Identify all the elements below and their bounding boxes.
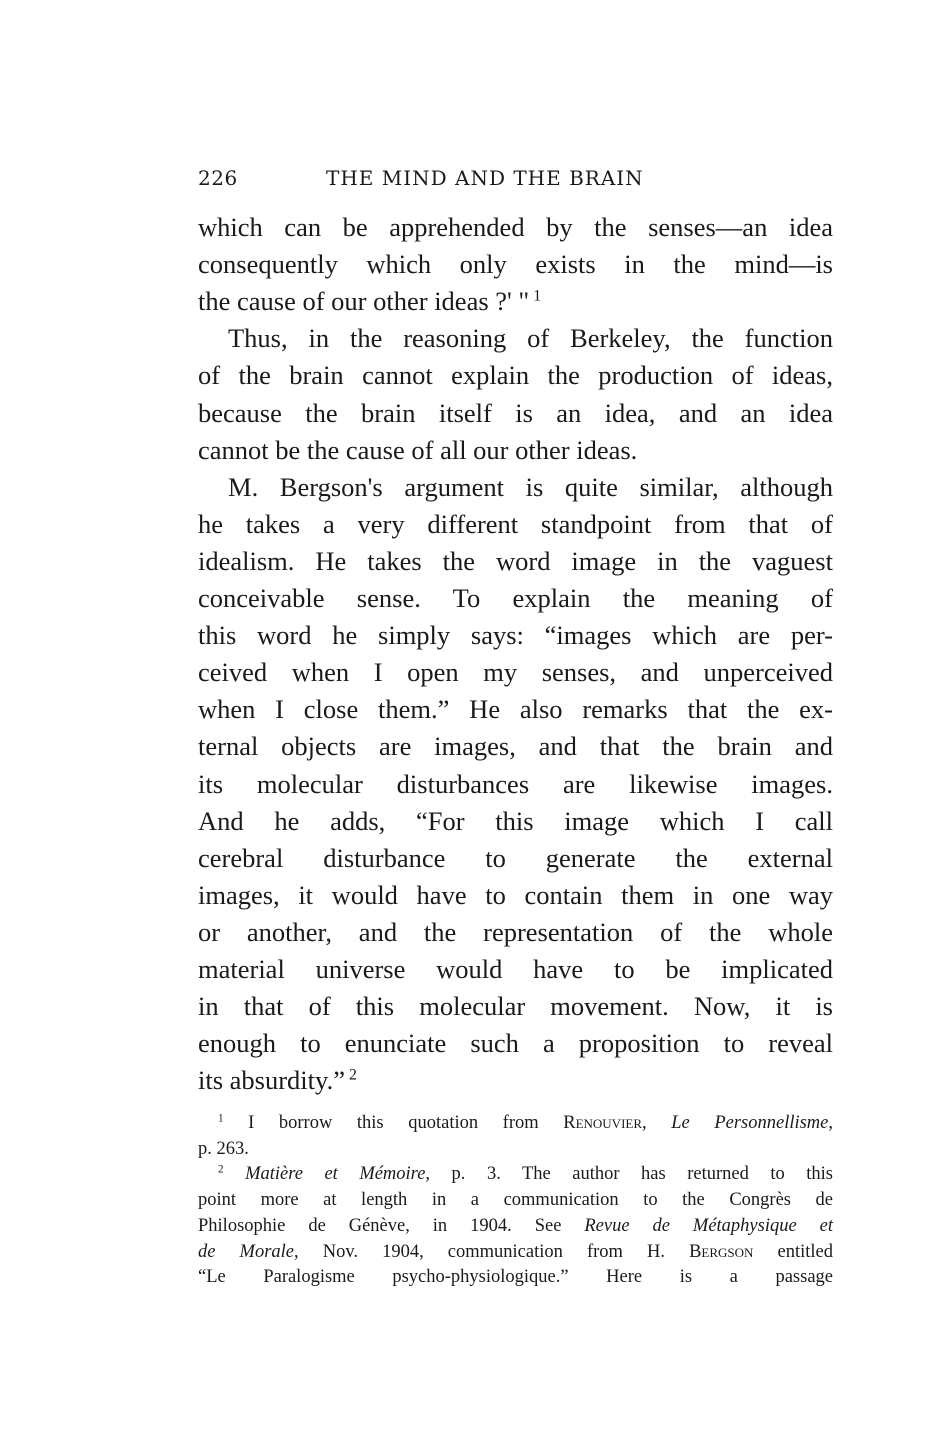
- footnote-number: 2: [218, 1163, 224, 1176]
- text-line: [228, 472, 833, 502]
- footnote-line: [218, 1112, 833, 1134]
- text-line: [198, 435, 833, 465]
- text-line: [198, 917, 833, 947]
- footnote-text: , Nov. 1904, communication from H.: [294, 1241, 690, 1262]
- footnote-line: [198, 1138, 833, 1160]
- text-line: [198, 286, 833, 316]
- text-line-content: because the brain itself is an idea, and an idea: [198, 397, 833, 428]
- text-line: [198, 991, 833, 1021]
- footnote-text: Philosophie de Génève, in 1904. See: [198, 1215, 585, 1236]
- text-line: [228, 323, 833, 353]
- footnote-line: [198, 1266, 833, 1288]
- text-line-content: ternal objects are images, and that the brain and: [198, 731, 833, 762]
- text-line-content: cerebral disturbance to generate the external: [198, 842, 833, 873]
- text-line: [198, 212, 833, 242]
- text-line-content: conceivable sense. To explain the meaning of: [198, 583, 833, 613]
- text-line: [198, 1065, 833, 1095]
- text-line-content: images, it would have to contain them in one way: [198, 879, 833, 910]
- text-line-content: consequently which only exists in the mind—is: [198, 249, 833, 280]
- text-line: [198, 954, 833, 984]
- text-line: [198, 509, 833, 539]
- text-line: [198, 843, 833, 873]
- text-line-content: when I close them.” He also remarks that the ex-: [198, 694, 833, 725]
- footnote-text: , p. 3. The author has returned to this: [425, 1164, 834, 1185]
- footnote-text: [224, 1164, 246, 1184]
- footnote-text: Le Personnellisme: [671, 1113, 829, 1133]
- text-line: [198, 1028, 833, 1058]
- text-line: [198, 694, 833, 724]
- footnote-text: Revue de Métaphysique et: [584, 1215, 833, 1236]
- footnote-text: ,: [642, 1113, 672, 1133]
- text-line-content: he takes a very different standpoint from that of: [198, 508, 833, 539]
- footnote-text: “Le Paralogisme psycho-physiologique.” Here is a passage: [198, 1267, 833, 1288]
- text-line-content: material universe would have to be implicated: [198, 954, 833, 984]
- footnote-text: point more at length in a communication to the Congrès de: [198, 1190, 833, 1211]
- text-line-content: or another, and the representation of the whole: [198, 916, 833, 947]
- footnote-line: [218, 1163, 833, 1185]
- footnote-text: Renouvier: [563, 1113, 643, 1133]
- footnote-line: [198, 1189, 833, 1211]
- text-line: [198, 731, 833, 761]
- text-line-content: And he adds, “For this image which I call: [198, 805, 833, 836]
- text-line-content: cannot be the cause of all our other ideas.: [198, 434, 638, 465]
- text-line: [198, 249, 833, 279]
- text-line: [198, 360, 833, 390]
- footnote-text: de Morale: [198, 1241, 295, 1262]
- text-line-content: which can be apprehended by the senses—an idea: [198, 212, 833, 242]
- text-line-content: in that of this molecular movement. Now, it is: [198, 991, 833, 1022]
- text-line-content: idealism. He takes the word image in the vaguest: [198, 545, 833, 576]
- running-title: THE MIND AND THE BRAIN: [326, 166, 644, 190]
- footnote-text: ,: [828, 1113, 834, 1133]
- text-line-content: enough to enunciate such a proposition to reveal: [198, 1028, 833, 1059]
- text-line: [198, 546, 833, 576]
- text-line-content: Thus, in the reasoning of Berkeley, the function: [228, 323, 833, 354]
- text-line: [198, 583, 833, 613]
- page-number: 226: [198, 166, 238, 190]
- footnote-text: I borrow this quotation from: [223, 1113, 564, 1133]
- text-line: [198, 880, 833, 910]
- footnote-line: [198, 1241, 833, 1263]
- footnote-line: [198, 1215, 833, 1237]
- text-line-content: this word he simply says: “images which are per-: [198, 620, 833, 651]
- text-line-content: its molecular disturbances are likewise images.: [198, 768, 833, 799]
- footnote-marker: 1: [529, 287, 542, 305]
- text-line: [198, 398, 833, 428]
- text-line: [198, 769, 833, 799]
- text-line-content: its absurdity.”: [198, 1065, 345, 1096]
- footnote-marker: 2: [344, 1066, 357, 1084]
- footnote-text: p. 263.: [198, 1138, 249, 1159]
- text-line: [198, 657, 833, 687]
- footnote-text: Bergson: [689, 1241, 754, 1262]
- text-line-content: M. Bergson's argument is quite similar, although: [228, 471, 833, 502]
- footnote-number: 1: [218, 1112, 224, 1125]
- text-line: [198, 806, 833, 836]
- footnote-text: Matière et Mémoire: [245, 1164, 426, 1185]
- footnote-text: entitled: [753, 1241, 833, 1262]
- text-line-content: the cause of our other ideas ?' ": [198, 286, 530, 317]
- text-line: [198, 620, 833, 650]
- text-line-content: of the brain cannot explain the production of ideas,: [198, 360, 833, 391]
- text-line-content: ceived when I open my senses, and unperceived: [198, 657, 833, 688]
